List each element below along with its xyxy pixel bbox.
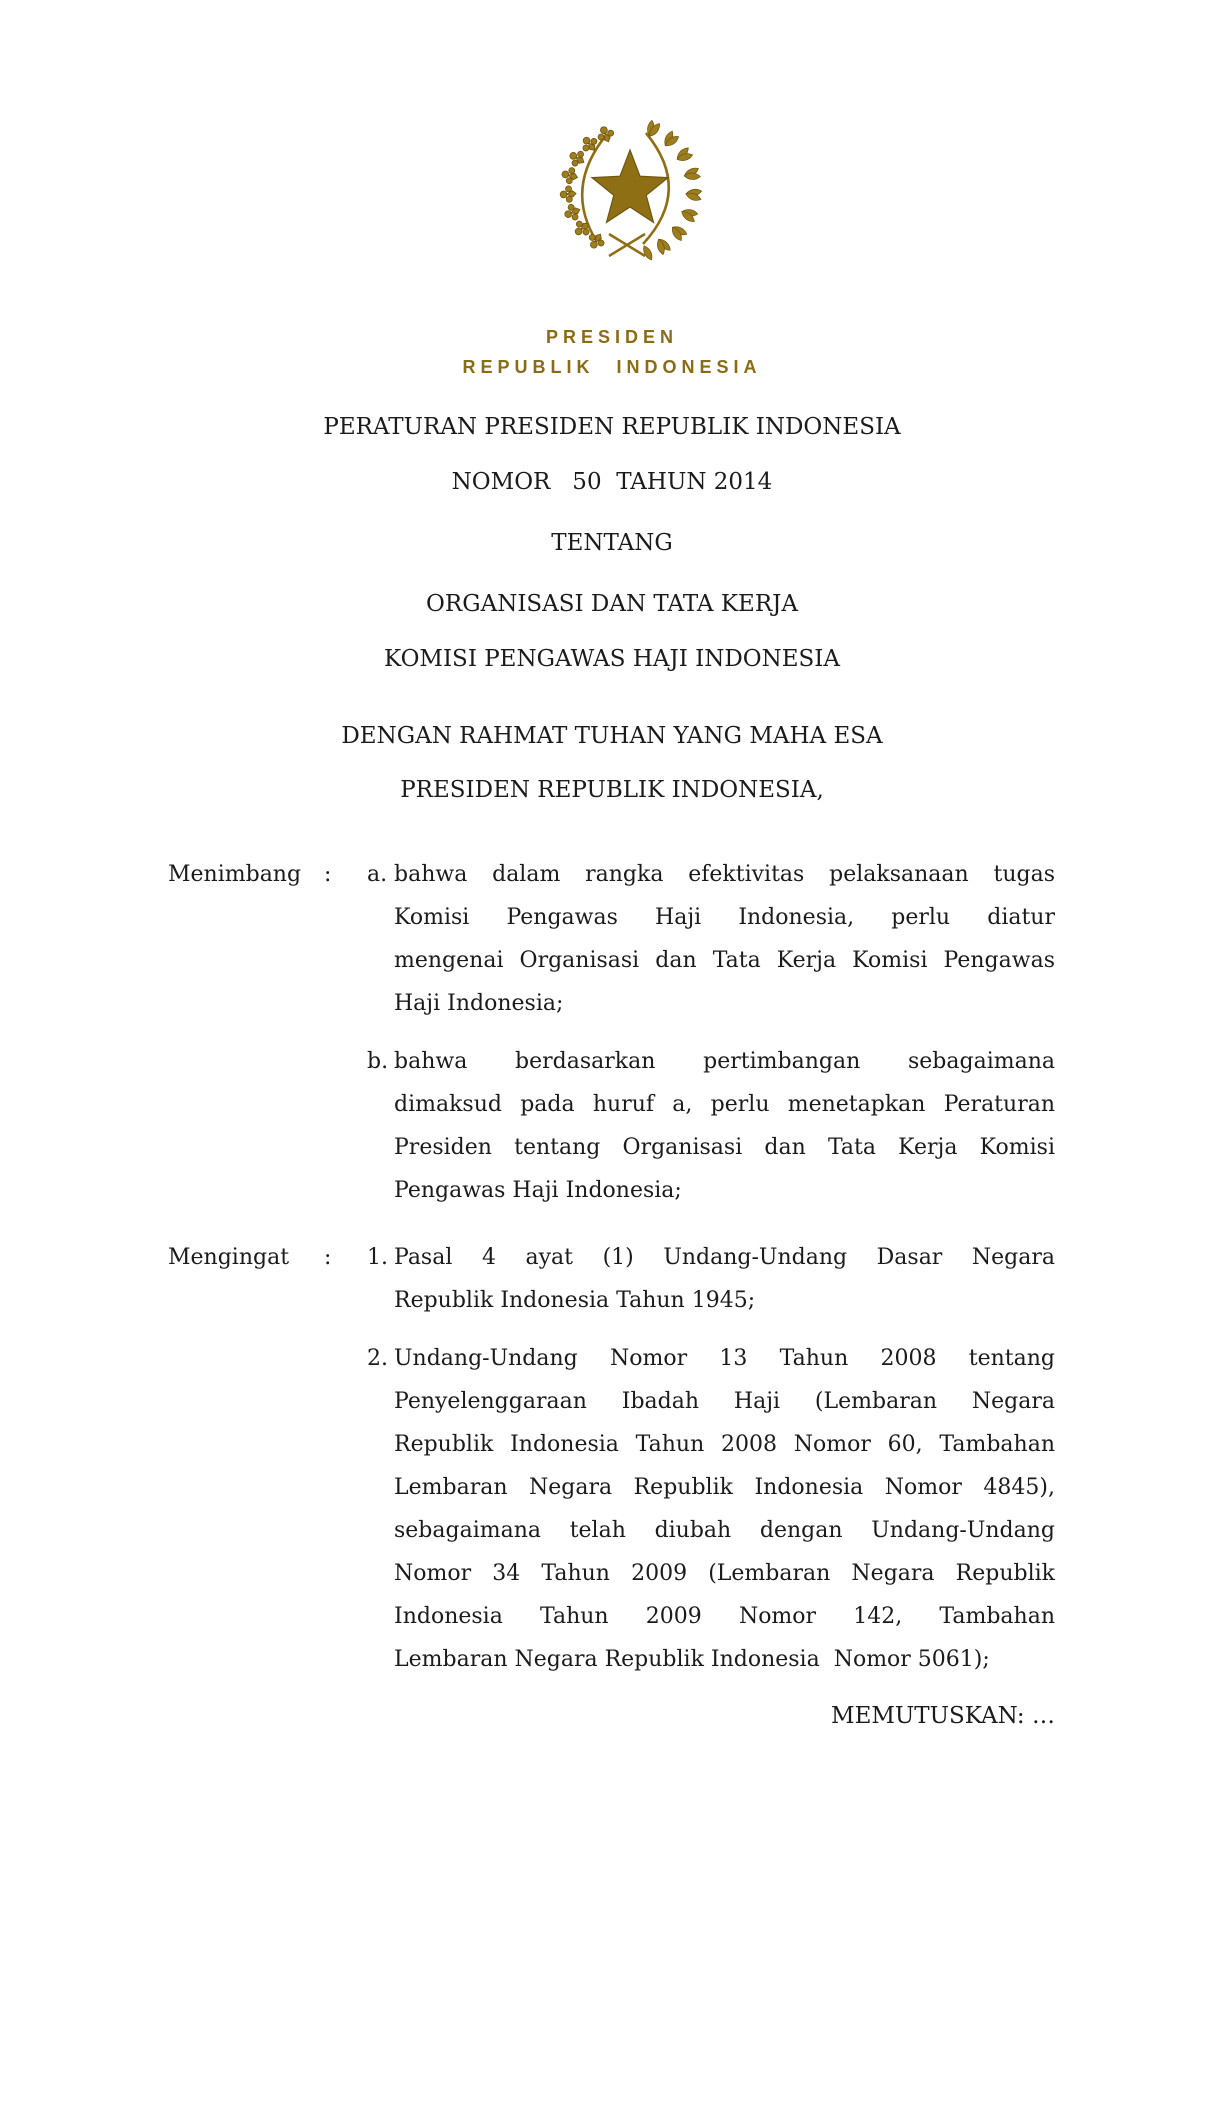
text-line: Pasal 4 ayat (1) Undang-Undang Dasar Negara bbox=[394, 1245, 1055, 1270]
title-issuer: PRESIDEN REPUBLIK INDONESIA, bbox=[400, 777, 824, 803]
text-line: Pengawas Haji Indonesia; bbox=[394, 1178, 682, 1203]
text-line: Presiden tentang Organisasi dan Tata Kerja Komisi bbox=[394, 1135, 1055, 1160]
list-item-2 bbox=[367, 1337, 1055, 1681]
text-line: Komisi Pengawas Haji Indonesia, perlu diatur bbox=[394, 905, 1055, 930]
section-menimbang bbox=[168, 853, 1055, 1212]
text-line: Republik Indonesia Tahun 2008 Nomor 60, Tambahan bbox=[394, 1432, 1055, 1457]
text-line: dimaksud pada huruf a, perlu menetapkan Peraturan bbox=[394, 1092, 1055, 1117]
title-subject-line1: ORGANISASI DAN TATA KERJA bbox=[426, 591, 798, 617]
section-label: Mengingat bbox=[168, 1245, 290, 1270]
star-icon bbox=[592, 150, 668, 222]
text-line: Haji Indonesia; bbox=[394, 991, 564, 1016]
section-colon: : bbox=[324, 1245, 332, 1270]
document-title bbox=[0, 412, 1224, 805]
text-line: Indonesia Tahun 2009 Nomor 142, Tambahan bbox=[394, 1604, 1055, 1629]
agency-line-republik-indonesia: REPUBLIK INDONESIA bbox=[462, 357, 762, 377]
title-regulation-name: PERATURAN PRESIDEN REPUBLIK INDONESIA bbox=[323, 414, 901, 440]
title-tentang: TENTANG bbox=[551, 530, 673, 556]
agency-line-presiden: PRESIDEN bbox=[545, 327, 679, 347]
text-line: mengenai Organisasi dan Tata Kerja Komisi Pengawas bbox=[394, 948, 1055, 973]
text-line: sebagaimana telah diubah dengan Undang-Undang bbox=[394, 1518, 1055, 1543]
list-item-1 bbox=[367, 1236, 1055, 1322]
text-line: Lembaran Negara Republik Indonesia Nomor 5061); bbox=[394, 1647, 990, 1672]
document-page bbox=[0, 112, 1224, 2128]
document-body bbox=[168, 853, 1055, 1681]
text-line: Penyelenggaraan Ibadah Haji (Lembaran Negara bbox=[394, 1389, 1055, 1414]
section-mengingat bbox=[168, 1236, 1055, 1681]
title-subject-line2: KOMISI PENGAWAS HAJI INDONESIA bbox=[384, 646, 840, 672]
item-marker: 2. bbox=[367, 1346, 388, 1371]
text-line: Nomor 34 Tahun 2009 (Lembaran Negara Republik bbox=[394, 1561, 1055, 1586]
item-marker: a. bbox=[367, 862, 388, 887]
title-number-year: NOMOR 50 TAHUN 2014 bbox=[451, 469, 773, 495]
text-line: bahwa berdasarkan pertimbangan sebagaimana bbox=[394, 1049, 1055, 1074]
item-text bbox=[394, 1040, 1055, 1212]
presidential-seal-graphic bbox=[545, 112, 705, 276]
text-line: bahwa dalam rangka efektivitas pelaksanaan tugas bbox=[394, 862, 1055, 887]
section-colon: : bbox=[324, 862, 332, 887]
item-marker: b. bbox=[367, 1049, 389, 1074]
title-invocation: DENGAN RAHMAT TUHAN YANG MAHA ESA bbox=[341, 723, 883, 749]
presidential-seal bbox=[0, 112, 1224, 276]
item-text bbox=[394, 853, 1055, 1025]
item-text bbox=[394, 1337, 1055, 1681]
list-item-b bbox=[367, 1040, 1055, 1212]
section-items bbox=[367, 853, 1055, 1212]
item-marker: 1. bbox=[367, 1245, 388, 1270]
text-line: Lembaran Negara Republik Indonesia Nomor 4845), bbox=[394, 1475, 1055, 1500]
agency-header bbox=[0, 322, 1224, 382]
text-line: Undang-Undang Nomor 13 Tahun 2008 tentang bbox=[394, 1346, 1055, 1371]
item-text bbox=[394, 1236, 1055, 1322]
memutuskan-line: MEMUTUSKAN: … bbox=[831, 1703, 1055, 1729]
list-item-a bbox=[367, 853, 1055, 1025]
section-items bbox=[367, 1236, 1055, 1681]
section-label: Menimbang bbox=[168, 862, 302, 887]
text-line: Republik Indonesia Tahun 1945; bbox=[394, 1288, 756, 1313]
